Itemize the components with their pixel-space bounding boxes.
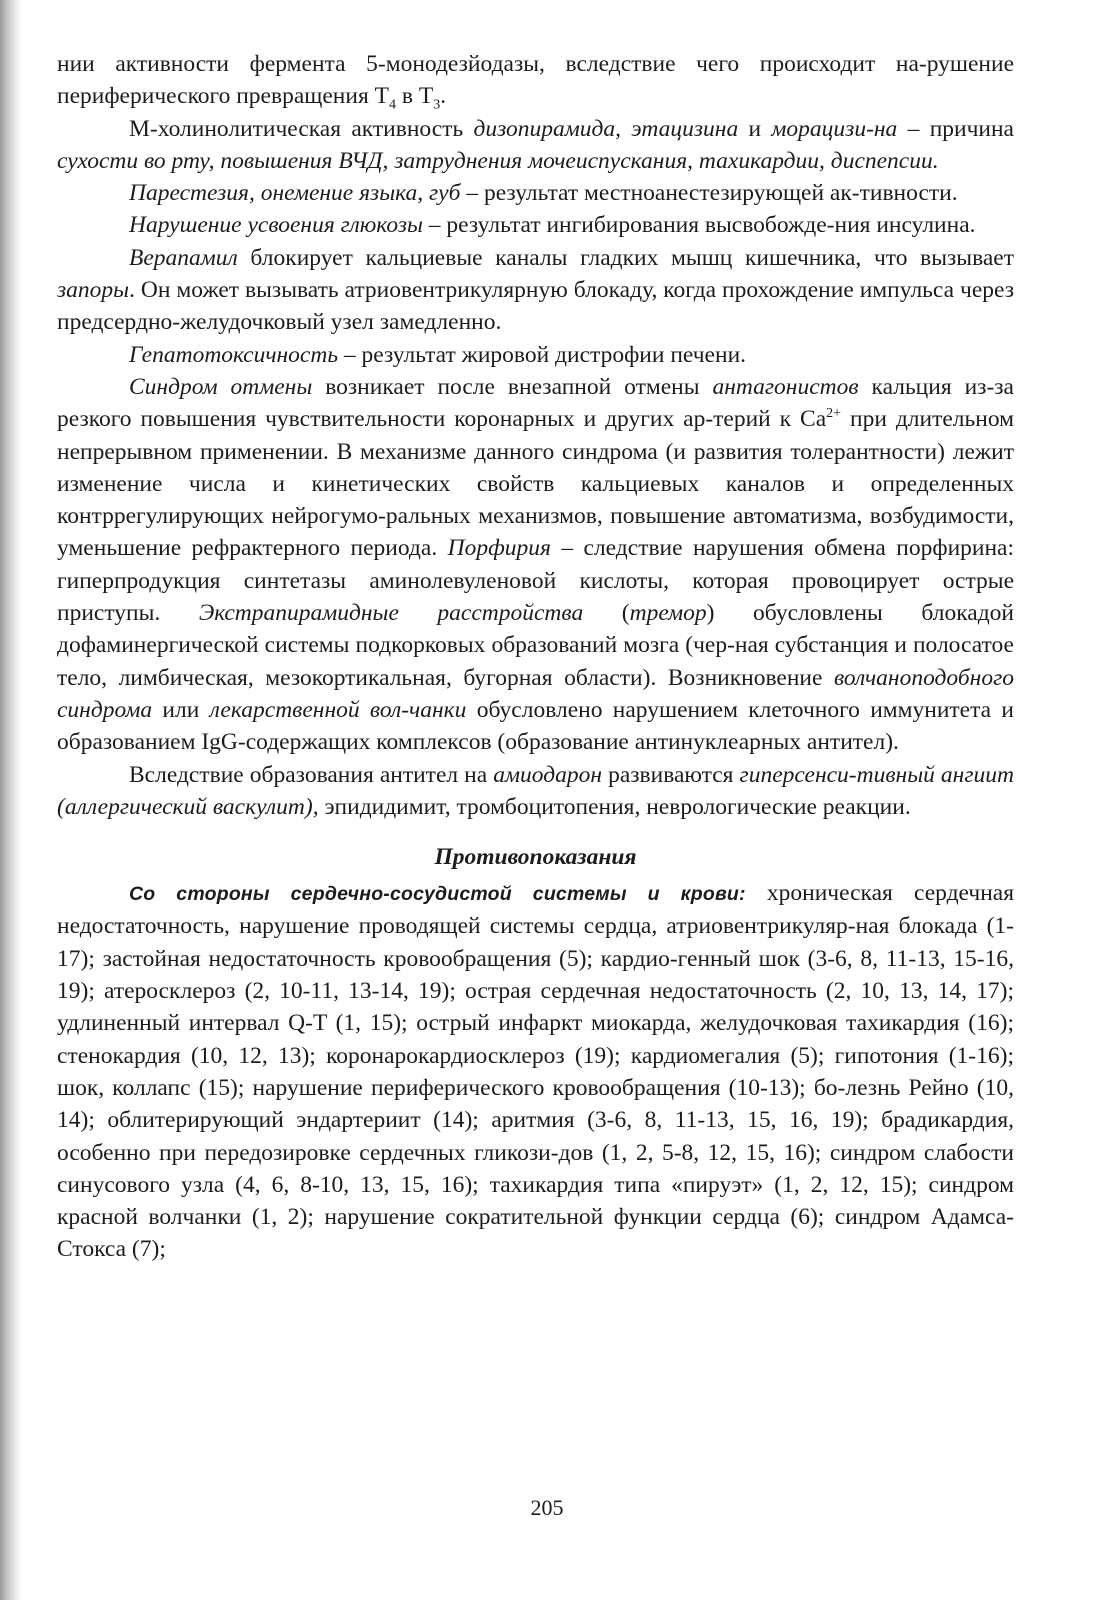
italic-run: Парестезия, онемение языка, губ bbox=[129, 180, 461, 207]
italic-run: гиперсенси-тивный ангиит (аллергический васкулит), bbox=[57, 761, 1014, 820]
section-heading: Противопоказания bbox=[434, 844, 637, 871]
text-run: обусловлено нарушением клеточного иммунитета и образованием IgG-содержащих комплексов (образование антинуклеарных антител). bbox=[57, 696, 1014, 756]
italic-run: Синдром отмены bbox=[129, 373, 313, 400]
subscript: 3 bbox=[433, 97, 441, 113]
book-spine-shadow bbox=[0, 0, 22, 1600]
italic-run: сухости во рту, повышения ВЧД, затруднения мочеиспускания, тахикардии, диспепсии. bbox=[57, 147, 939, 174]
italic-run: Верапамил bbox=[129, 244, 238, 271]
text-run: и bbox=[738, 115, 772, 142]
paragraph-withdrawal-syndrome bbox=[57, 371, 1014, 759]
text-run: или bbox=[152, 696, 210, 723]
paragraph-paresthesia bbox=[57, 177, 1014, 209]
text-run: блокирует кальциевые каналы гладких мышц кишечника, что вызывает bbox=[237, 244, 1014, 271]
text-run: хроническая сердечная недостаточность, нарушение проводящей системы сердца, атриовентрикуляр-ная блокада (1-17); застойная недостаточность кровообращения (5); кардио-генный шок (3-6, 8, 11-13, 15-16, 19); атеросклероз (2, 10-11, 13-14, 19); острая сердечная недостаточность (2, 10, 13, 14, 17); удлиненный интервал Q-T (1, 15); острый инфаркт миокарда, желудочковая тахикардия (16); стенокардия (10, 12, 13); коронарокардиосклероз (19); кардиомегалия (5); гипотония (1-16); шок, коллапс (15); нарушение периферического кровообращения (10-13); бо-лезнь Рейно (10, 14); облитерирующий эндартериит (14); аритмия (3-6, 8, 11-13, 15, 16, 19); брадикардия, особенно при передозировке сердечных гликози-дов (1, 2, 5-8, 12, 15, 16); синдром слабости синусового узла (4, 6, 8-10, 13, 15, 16); тахикардия типа «пируэт» (1, 2, 12, 15); синдром красной волчанки (1, 2); нарушение сократительной функции сердца (6); синдром Адамса-Стокса (7); bbox=[57, 880, 1015, 1263]
paragraph-m-cholinolytic bbox=[57, 113, 1014, 178]
paragraph-hepatotoxicity bbox=[57, 339, 1014, 371]
paragraph-glucose bbox=[57, 209, 1014, 241]
italic-run: тремор bbox=[629, 600, 707, 627]
paragraph-contraindications-cardiovascular bbox=[57, 877, 1014, 1266]
text-run: – результат жировой дистрофии печени. bbox=[338, 341, 747, 368]
italic-run: Порфирия bbox=[447, 535, 551, 562]
page-number: 205 bbox=[530, 1495, 564, 1520]
text-run: – результат ингибирования высвобожде-ния инсулина. bbox=[422, 212, 976, 239]
text-run: кальция из-за резкого повышения чувствительности коронарных и других ар-терий к Са bbox=[57, 373, 1014, 433]
italic-run: лекарственной вол-чанки bbox=[209, 696, 467, 723]
italic-run: Экстрапирамидные расстройства bbox=[198, 600, 584, 627]
page-body bbox=[57, 48, 1014, 1266]
text-run: ) обусловлены блокадой дофаминергической системы подкорковых образований мозга (чер-ная субстанция и полосатое тело, лимбическая, мезокортикальная, бугорная области). Возникновение bbox=[57, 600, 1014, 691]
italic-run: Гепатотоксичность bbox=[129, 341, 339, 368]
italic-run: Нарушение усвоения глюкозы bbox=[129, 212, 423, 239]
italic-run: дизопирамида, этацизина bbox=[473, 115, 739, 142]
text-run: нии активности фермента 5-монодезйодазы, вследствие чего происходит на-рушение периферического превращения Т bbox=[57, 51, 1014, 110]
text-run: в Т bbox=[395, 83, 434, 110]
text-run: развиваются bbox=[602, 761, 740, 788]
text-run: эпидидимит, тромбоцитопения, неврологические реакции. bbox=[318, 793, 911, 820]
text-run: – причина bbox=[897, 115, 1014, 142]
text-run: . bbox=[440, 83, 447, 110]
superscript: 2+ bbox=[826, 406, 842, 422]
italic-run: морацизи-на bbox=[771, 115, 898, 142]
text-run: Вследствие образования антител на bbox=[129, 761, 494, 788]
text-run: – следствие нарушения обмена порфирина: гиперпродукция синтетазы аминолевуленовой кислоты, которая провоцирует острые приступы. bbox=[57, 535, 1015, 627]
text-run: ( bbox=[583, 600, 630, 627]
subsection-lead: Со стороны сердечно-сосудистой системы и крови: bbox=[129, 883, 746, 906]
italic-run: запоры bbox=[57, 277, 130, 304]
italic-run: амиодарон bbox=[493, 761, 602, 788]
text-run: . Он может вызывать атриовентрикулярную блокаду, когда прохождение импульса через предсердно-желудочковый узел замедленно. bbox=[57, 277, 1014, 336]
paragraph-amiodarone-antibodies bbox=[57, 759, 1014, 824]
subscript: 4 bbox=[388, 97, 396, 113]
text-run: при длительном непрерывном применении. В механизме данного синдрома (и развития толерантности) лежит изменение числа и кинетических свойств кальциевых каналов и определенных контррегулирующих нейрогумо-ральных механизмов, повышение автоматизма, возбудимости, уменьшение рефрактерного периода. bbox=[57, 406, 1015, 562]
paragraph-verapamil bbox=[57, 242, 1014, 339]
paragraph-thyroid-hormone bbox=[57, 48, 1014, 113]
text-run: возникает после внезапной отмены bbox=[312, 373, 713, 400]
italic-run: антагонистов bbox=[712, 373, 859, 400]
text-run: – результат местноанестезирующей ак-тивности. bbox=[460, 180, 958, 207]
text-run: М-холинолитическая активность bbox=[129, 115, 474, 142]
italic-run: волчаноподобного синдрома bbox=[57, 664, 1014, 723]
